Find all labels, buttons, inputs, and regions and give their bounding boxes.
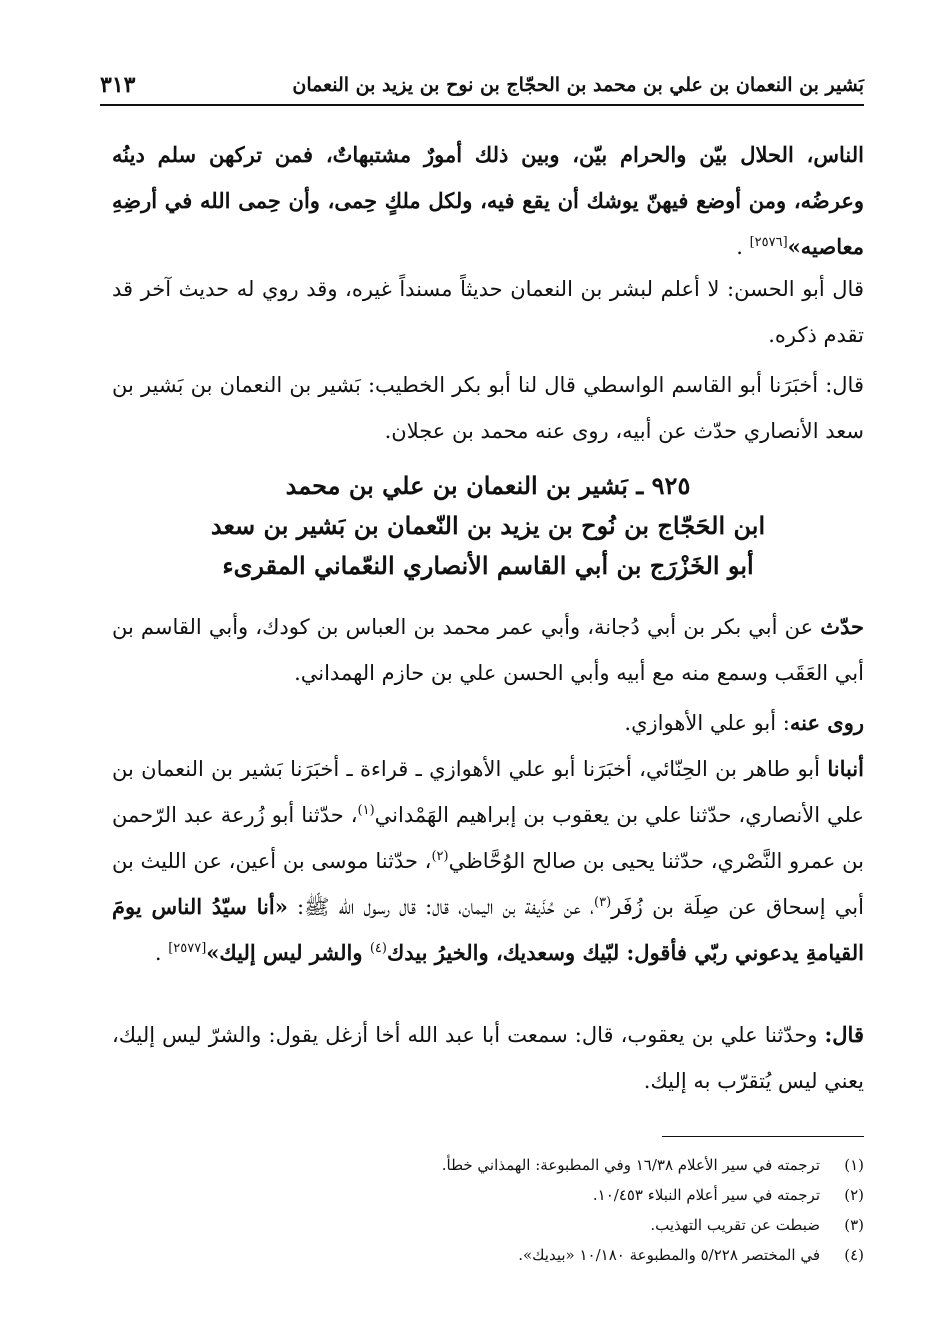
hadith-quote: والشر ليس إليك» — [206, 940, 370, 965]
paragraph-khatib — [112, 362, 864, 454]
footnotes — [112, 1150, 864, 1270]
header-title: بَشير بن النعمان بن علي بن محمد بن الحجّاج بن نوح بن يزيد بن النعمان — [292, 74, 864, 96]
heading-line-2: ابن الحَجّاج بن نُوح بن يزيد بن النّعمان بن بَشير بن سعد — [210, 511, 766, 540]
paragraph-rawa-anhu — [112, 700, 864, 746]
footnote-number: (٣) — [844, 1216, 864, 1234]
footnote-marker-4: (٤) — [369, 941, 387, 956]
period: . — [736, 235, 750, 259]
footnote-number: (١) — [844, 1156, 864, 1174]
biography-heading — [112, 466, 864, 586]
lead-word: حدّث — [820, 614, 864, 639]
period: . — [154, 941, 169, 965]
footnote-text: في المختصر ٥/٢٢٨ والمطبوعة ١٠/١٨٠ «بيديك». — [518, 1246, 820, 1264]
paragraph-text: قال: أخبَرَنا أبو القاسم الواسطي قال لنا أبو بكر الخطيب: بَشير بن النعمان بن بَشير بن سعد الأنصاري حدّث عن أبيه، روى عنه محمد بن عجلان. — [112, 373, 864, 443]
page-number: ٣١٣ — [100, 72, 136, 98]
isnad-text: ، حدّثنا موسى بن أعين، عن الليث بن أبي إسحاق عن صِلَة بن زُفَر — [112, 849, 864, 919]
footnote-marker-1: (١) — [357, 803, 375, 818]
footnote-number: (٤) — [844, 1246, 864, 1264]
footnote-item — [112, 1180, 864, 1210]
footnote-marker-3: (٣) — [594, 895, 612, 910]
lead-word: روى عنه — [789, 710, 864, 735]
running-header — [100, 72, 864, 106]
lead-word: قال: — [824, 1022, 864, 1047]
footnote-item — [112, 1210, 864, 1240]
lead-word: أنبانا — [827, 756, 864, 781]
paragraph-text: وحدّثنا علي بن يعقوب، قال: سمعت أبا عبد الله أخا أزغل يقول: والشرّ ليس إليك، يعني ليس يُتقرّب به إليك. — [112, 1023, 864, 1093]
footnote-text: ترجمته في سير أعلام النبلاء ١٠/٤٥٣. — [592, 1186, 820, 1204]
paragraph-final-qala — [112, 1012, 864, 1104]
hadith-reference: [٢٥٧٧] — [168, 941, 207, 956]
hadith-text: الناس، الحلال بيّن والحرام بيّن، وبين ذلك أمورٌ مشتبهاتٌ، فمن تركهن سلم دينُه وعرضُه، ومن أوضع فيهنّ يوشك أن يقع فيه، ولكل ملكٍ حِمى، وأن حِمى الله في أرضِهِ معاصيه» — [112, 142, 864, 259]
footnote-text: ترجمته في سير الأعلام ١٦/٣٨ وفي المطبوعة: الهمذاني خطأ. — [441, 1156, 820, 1174]
isnad-text: ، حدّثنا أبو زُرعة عبد الرّحمن بن عمرو النَّصْري، حدّثنا يحيى بن صالح الوُحَّاظي — [112, 803, 864, 873]
footnote-text: ضبطت عن تقريب التهذيب. — [650, 1216, 820, 1234]
footnote-item — [112, 1240, 864, 1270]
paragraph-haddatha — [112, 604, 864, 696]
paragraph-text: : أبو علي الأهوازي. — [624, 711, 790, 735]
paragraph-hadith-continuation — [112, 132, 864, 270]
paragraph-abu-al-hasan — [112, 266, 864, 358]
isnad-text: ، عن حُذَيفة بن اليمان، قال: قال رسول الله ﷺ: — [287, 895, 595, 919]
footnote-number: (٢) — [844, 1186, 864, 1204]
footnote-separator — [662, 1136, 864, 1137]
heading-line-1: ٩٢٥ ـ بَشير بن النعمان بن علي بن محمد — [285, 471, 691, 500]
paragraph-isnad — [112, 746, 864, 976]
footnote-item — [112, 1150, 864, 1180]
paragraph-text: قال أبو الحسن: لا أعلم لبشر بن النعمان حديثاً مسنداً غيره، وقد روي له حديث آخر قد تقدم ذكره. — [112, 277, 864, 347]
hadith-reference: [٢٥٧٦] — [749, 235, 788, 250]
isnad-text: أبو طاهر بن الحِنّائي، أخبَرَنا أبو علي الأهوازي ـ قراءة ـ أخبَرَنا بَشير بن النعمان بن علي الأنصاري، حدّثنا علي بن يعقوب بن إبراهيم الهَمْداني — [112, 757, 864, 827]
heading-line-3: أبو الخَزْرَج بن أبي القاسم الأنصاري النعّماني المقرىء — [222, 551, 754, 580]
footnote-marker-2: (٢) — [431, 849, 449, 864]
paragraph-text: عن أبي بكر بن أبي دُجانة، وأبي عمر محمد بن العباس بن كودك، وأبي القاسم بن أبي العَقَب وسمع منه مع أبيه وأبي الحسن علي بن حازم الهمداني. — [112, 615, 864, 685]
hadith-quote: «أنا سيّدُ الناس يومَ القيامةِ يدعوني ربّي فأقول: لبّيك وسعديك، والخيرُ بيدك — [112, 894, 864, 965]
